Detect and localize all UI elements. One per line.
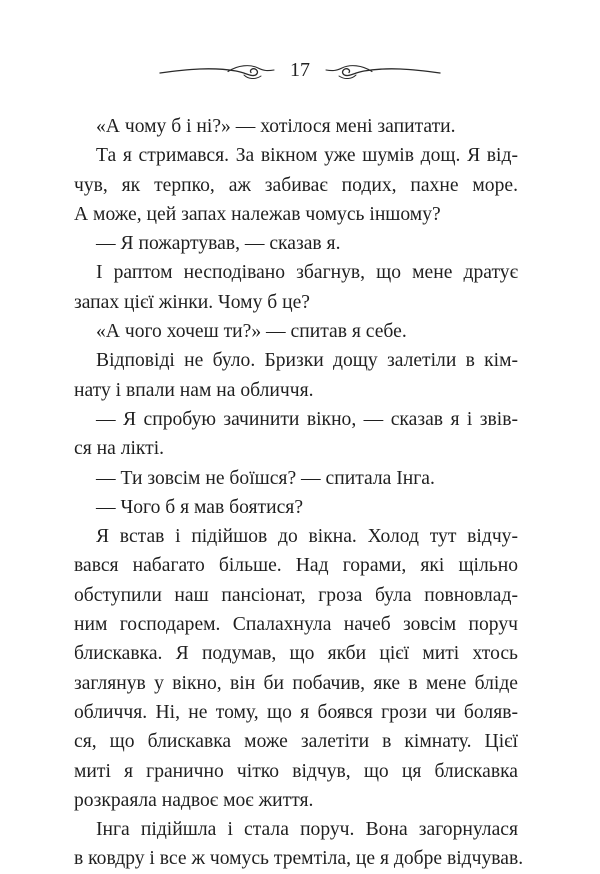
text-line: заглянув у вікно, він би побачив, яке в мене бліде bbox=[74, 672, 518, 694]
text-line: чув, як терпко, аж забиває подих, пахне море. bbox=[74, 174, 518, 196]
text-line: обличчя. Ні, не тому, що я боявся грози чи боляв- bbox=[74, 701, 518, 723]
text-line: ся на лікті. bbox=[74, 438, 165, 460]
text-line: «А чого хочеш ти?» — спитав я себе. bbox=[96, 321, 407, 343]
page-number: 17 bbox=[290, 59, 310, 81]
text-line: запах цієї жінки. Чому б це? bbox=[74, 291, 311, 313]
text-line: Я встав і підійшов до вікна. Холод тут відчу- bbox=[96, 526, 518, 548]
text-line: Та я стримався. За вікном уже шумів дощ. Я від- bbox=[96, 145, 518, 167]
page-text bbox=[74, 112, 524, 874]
text-line: — Я спробую зачинити вікно, — сказав я і звів- bbox=[96, 408, 518, 430]
text-line: Інга підійшла і стала поруч. Вона загорнулася bbox=[96, 819, 518, 841]
flourish-ornament-icon bbox=[158, 60, 276, 82]
text-line: — Чого б я мав боятися? bbox=[96, 496, 304, 518]
text-line: нату і впали нам на обличчя. bbox=[74, 379, 314, 401]
text-line: в ковдру і все ж чомусь тремтіла, це я добре відчував. bbox=[74, 848, 524, 870]
page-header bbox=[0, 52, 600, 88]
text-line: блискавка. Я подумав, що якби цієї миті хтось bbox=[74, 643, 518, 665]
text-line: І раптом несподівано збагнув, що мене дратує bbox=[96, 262, 518, 284]
text-line: ним господарем. Спалахнула начеб зовсім поруч bbox=[74, 614, 518, 636]
text-line: А може, цей запах належав чомусь іншому? bbox=[74, 203, 441, 225]
text-line: розкраяла надвоє моє життя. bbox=[74, 789, 314, 811]
text-line: — Я пожартував, — сказав я. bbox=[96, 233, 341, 255]
text-line: ся, що блискавка може залетіти в кімнату. Цієї bbox=[74, 731, 518, 753]
text-line: вався набагато більше. Над горами, які щільно bbox=[74, 555, 518, 577]
text-line: — Ти зовсім не боїшся? — спитала Інга. bbox=[96, 467, 435, 489]
flourish-ornament-icon bbox=[324, 60, 442, 82]
text-line: обступили наш пансіонат, гроза була повновлад- bbox=[74, 584, 518, 606]
text-line: «А чому б і ні?» — хотілося мені запитати. bbox=[96, 116, 456, 137]
text-line: миті я гранично чітко відчув, що ця блискавка bbox=[74, 760, 518, 782]
text-line: Відповіді не було. Бризки дощу залетіли в кім- bbox=[96, 350, 518, 372]
